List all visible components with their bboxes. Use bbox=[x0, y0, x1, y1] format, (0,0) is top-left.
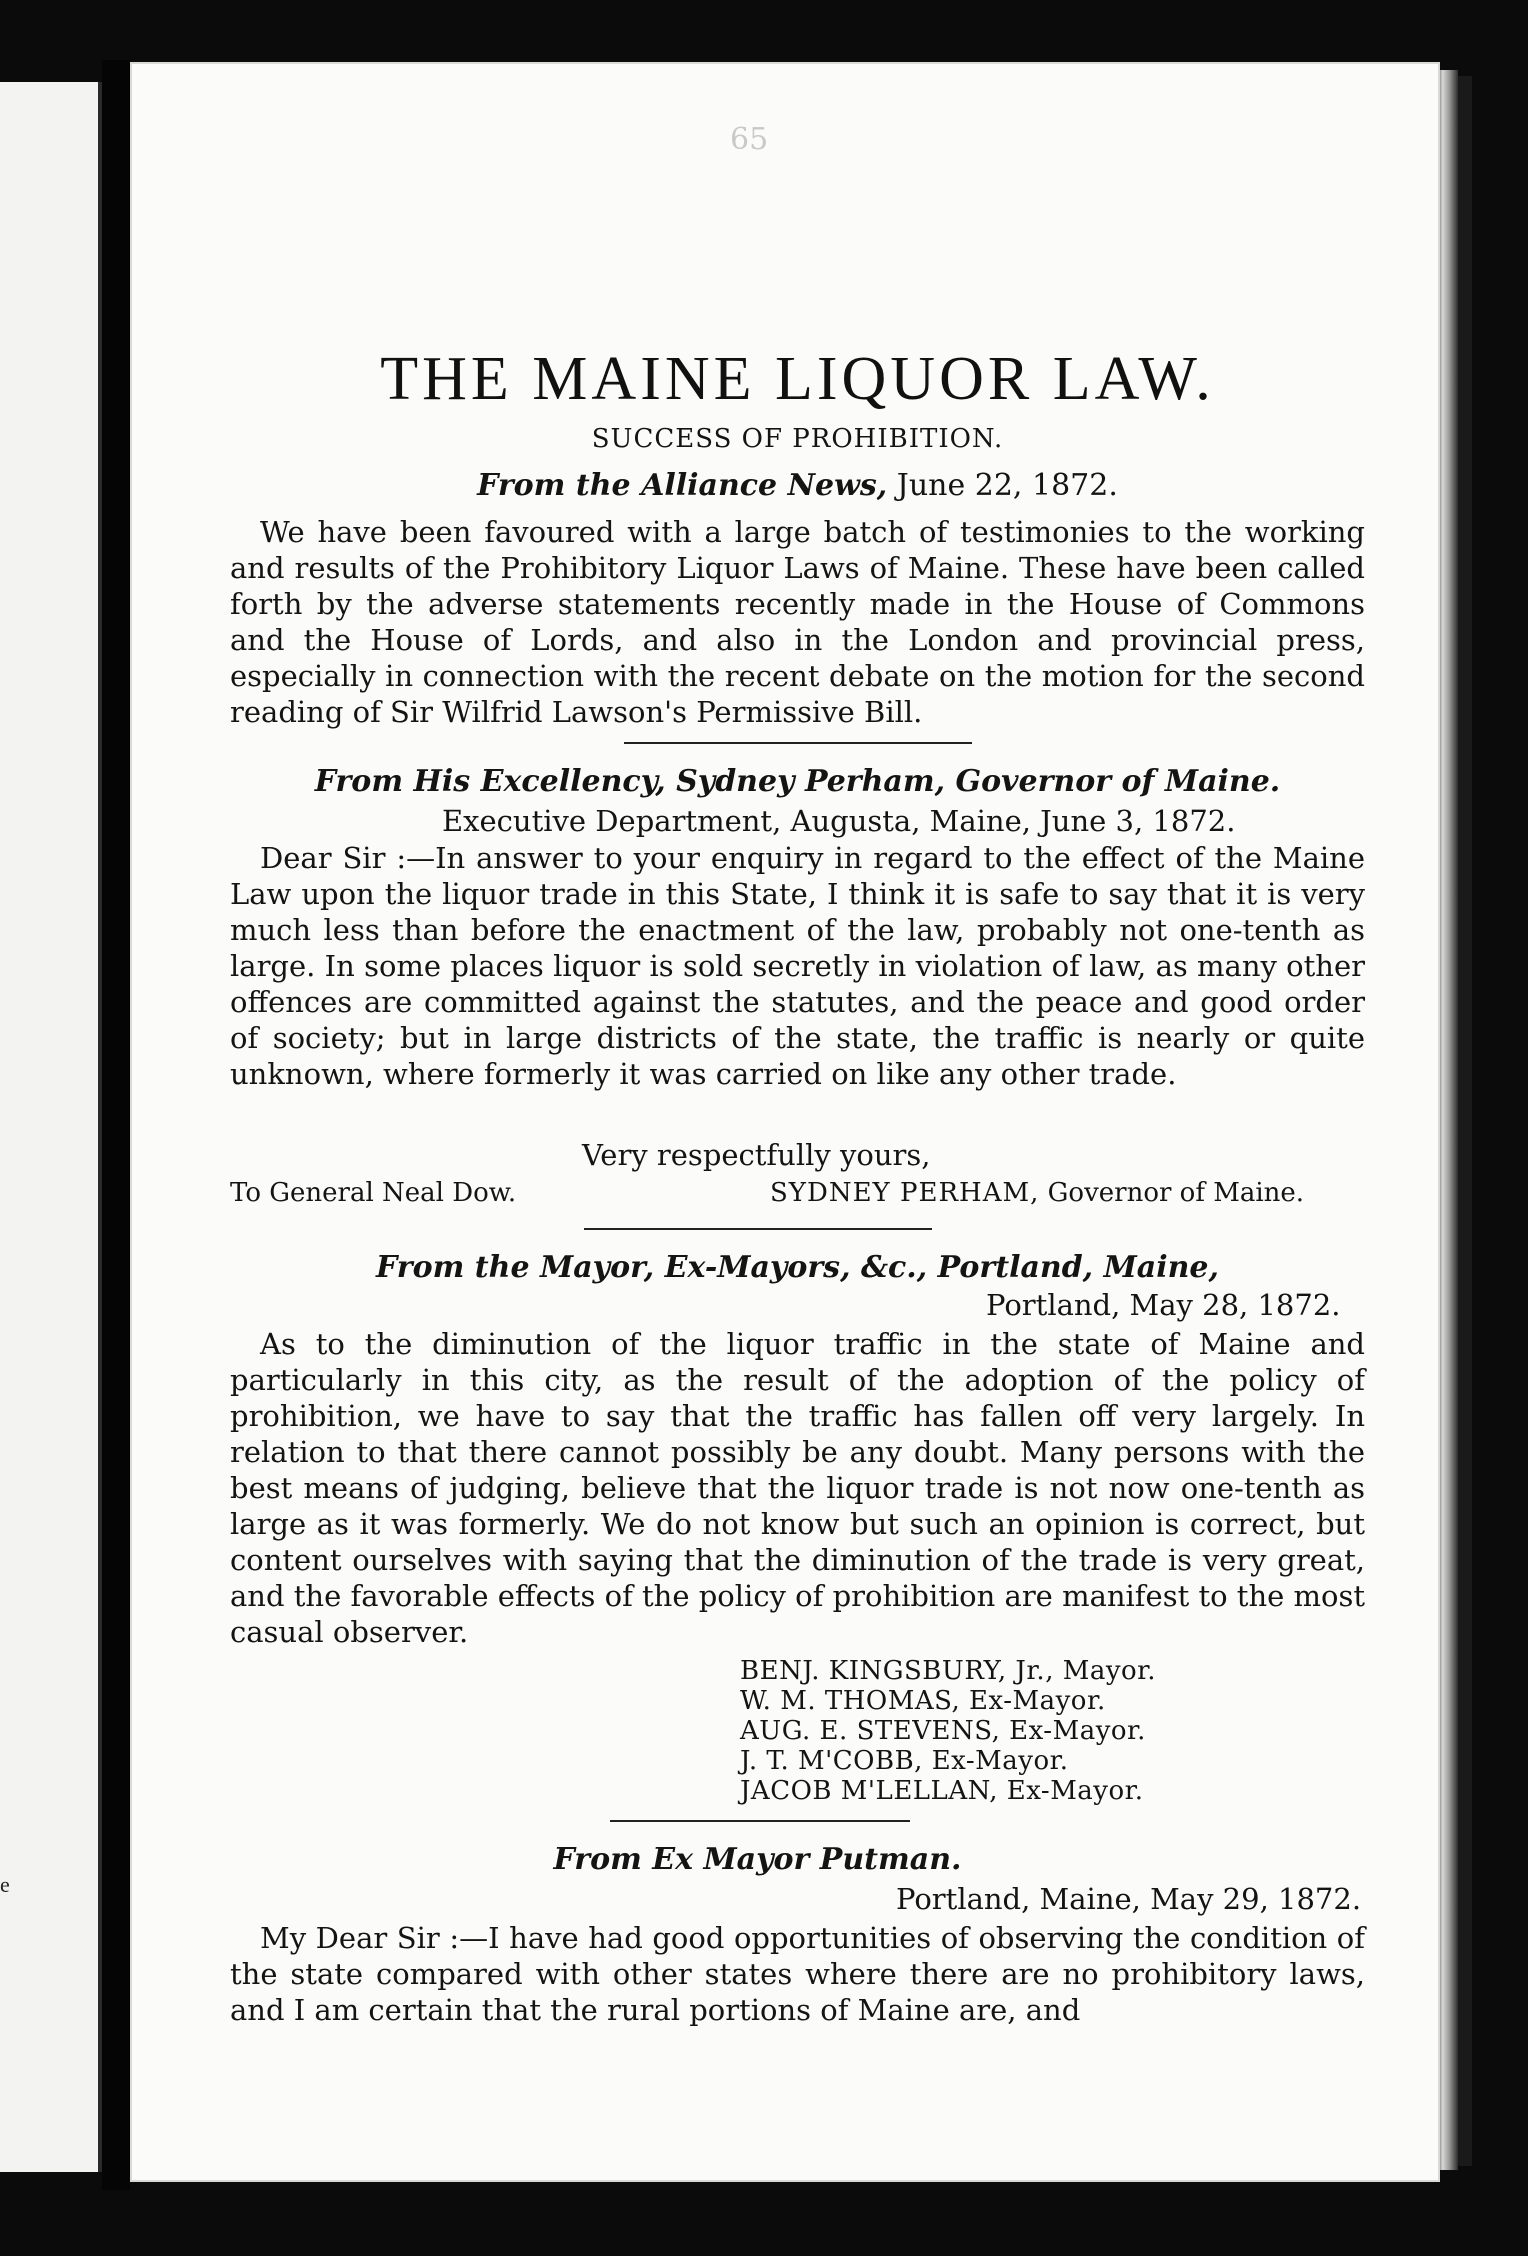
letter1-heading: From His Excellency, Sydney Perham, Governor of Maine. bbox=[314, 764, 1281, 799]
letter2-heading: From the Mayor, Ex-Mayors, &c., Portland, Maine, bbox=[376, 1250, 1219, 1285]
section-rule bbox=[610, 1820, 910, 1822]
section-rule bbox=[584, 1228, 932, 1230]
letter2-dateline: Portland, May 28, 1872. bbox=[986, 1288, 1341, 1322]
letter1-closing: Very respectfully yours, bbox=[582, 1138, 931, 1172]
letter3-dateline: Portland, Maine, May 29, 1872. bbox=[896, 1882, 1362, 1916]
document-page bbox=[130, 62, 1440, 2182]
letter3-body: My Dear Sir :—I have had good opportunities of observing the condition of the state compared with other states where there are no prohibitory laws, and I am certain that the rural portions of Maine are, and bbox=[230, 1921, 1365, 2027]
subtitle: SUCCESS OF PROHIBITION. bbox=[591, 424, 1004, 454]
letter3-heading: From Ex Mayor Putman. bbox=[553, 1842, 962, 1877]
letter1-body: Dear Sir :—In answer to your enquiry in regard to the effect of the Maine Law upon the liquor trade in this State, I think it is safe to say that it is very much less than before the enactment of the law, probably not one-tenth as large. In some places liquor is sold secretly in violation of law, as many other offences are committed against the statutes, and the peace and good order of society; but in large districts of the state, the traffic is nearly or quite unknown, where formerly it was carried on like any other trade. bbox=[230, 841, 1365, 1091]
letter1-signature-block bbox=[770, 1178, 1304, 1208]
page-edge-shadow bbox=[1458, 76, 1472, 2166]
letter1-signature-title: Governor of Maine. bbox=[1047, 1178, 1305, 1208]
letter1-signature: SYDNEY PERHAM, bbox=[770, 1178, 1040, 1208]
left-page-fragment: e bbox=[0, 1872, 10, 1897]
signatory: AUG. E. STEVENS, Ex-Mayor. bbox=[740, 1716, 1146, 1746]
letter1-recipient: To General Neal Dow. bbox=[230, 1178, 517, 1208]
signatory: W. M. THOMAS, Ex-Mayor. bbox=[740, 1686, 1106, 1716]
source-line bbox=[230, 468, 1365, 503]
intro-paragraph: We have been favoured with a large batch of testimonies to the working and results of the Prohibitory Liquor Laws of Maine. These have been called forth by the adverse statements recently made in the House of Commons and the House of Lords, and also in the London and provincial press, especially in connection with the recent debate on the motion for the second reading of Sir Wilfrid Lawson's Permissive Bill. bbox=[230, 515, 1365, 729]
section-rule bbox=[624, 742, 972, 744]
signatory: JACOB M'LELLAN, Ex-Mayor. bbox=[740, 1776, 1144, 1806]
source-publication: From the Alliance News, bbox=[477, 468, 888, 503]
letter2-body: As to the diminution of the liquor traffic in the state of Maine and particularly in this city, as the result of the adoption of the policy of prohibition, we have to say that the traffic has fallen off very largely. In relation to that there cannot possibly be any doubt. Many persons with the best means of judging, believe that the liquor trade is not now one-tenth as large as it was formerly. We do not know but such an opinion is correct, but content ourselves with saying that the diminution of the trade is very great, and the favorable effects of the policy of prohibition are manifest to the most casual observer. bbox=[230, 1327, 1365, 1649]
left-page bbox=[0, 82, 102, 2172]
book-gutter bbox=[102, 60, 130, 2190]
signatory: J. T. M'COBB, Ex-Mayor. bbox=[740, 1746, 1069, 1776]
page-number: 65 bbox=[730, 122, 769, 157]
source-date: June 22, 1872. bbox=[896, 468, 1118, 503]
letter1-dateline: Executive Department, Augusta, Maine, June 3, 1872. bbox=[442, 804, 1236, 838]
page-title: THE MAINE LIQUOR LAW. bbox=[380, 345, 1215, 413]
signatory: BENJ. KINGSBURY, Jr., Mayor. bbox=[740, 1656, 1157, 1686]
